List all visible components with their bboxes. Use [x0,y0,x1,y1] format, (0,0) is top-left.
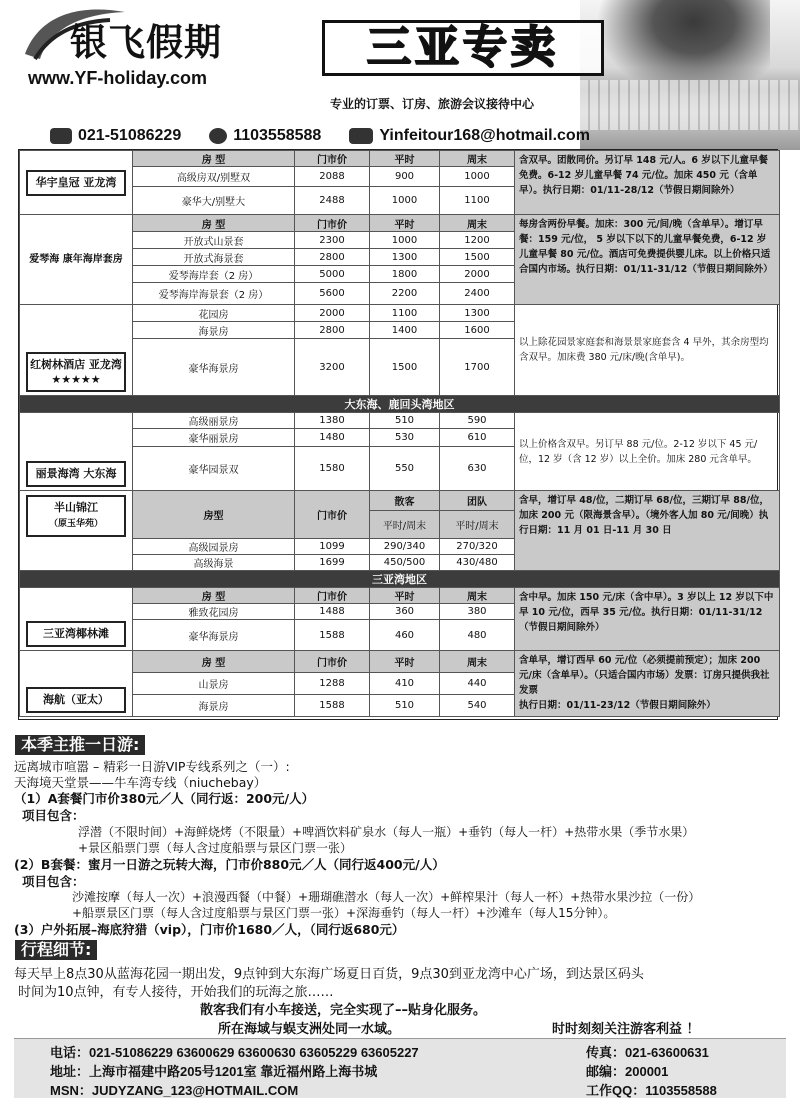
hotel-note: 含双早。团散同价。另订早 148 元/人。6 岁以下儿童早餐免费。6-12 岁儿童早餐 74 元/位。加床 450 元（含单早）。执行日期：01/11-28/12（节假日期间除外） [515,151,780,215]
weekday-price: 1100 [370,305,440,322]
fit-price: 450/500 [370,555,440,571]
group-price: 430/480 [440,555,515,571]
weekend-price: 480 [440,620,515,651]
weekend-price: 1600 [440,322,515,339]
hotel-note: 以上除花园景家庭套和海景景家庭套含 4 早外，其余房型均含双早。加床费 380 元/床/晚(含单早)。 [515,305,780,396]
hotel-name-cell [20,413,133,491]
region-row [20,396,780,413]
weekday-price: 1300 [370,249,440,266]
room-type: 海景房 [133,322,295,339]
weekday-price: 550 [370,447,440,491]
room-type: 山景房 [133,673,295,695]
col-room: 房 型 [133,151,295,167]
itinerary-line-4: 所在海域与蜈支洲处同一水域。 [218,1022,401,1037]
col-room: 房型 [133,491,295,539]
weekday-price: 510 [370,695,440,717]
tour-items-a-2: +景区船票门票（每人含过度船票与景区门票一张） [78,841,353,855]
col-weekday: 平时 [370,215,440,232]
rack-price: 1588 [295,695,370,717]
weekend-price: 540 [440,695,515,717]
hotel-note: 含中早。加床 150 元/床（含中早）。3 岁以上 12 岁以下中早 10 元/位，西早 35 元/位。执行日期：01/11-31/12（节假日期间除外） [515,588,780,651]
col-weekend: 周末 [440,651,515,673]
room-type: 高级丽景房 [133,413,295,429]
weekend-price: 610 [440,429,515,447]
weekend-price: 380 [440,604,515,620]
weekend-price: 1500 [440,249,515,266]
table-row [20,413,780,429]
footer-zip: 邮编：200001 [586,1064,669,1079]
col-rack: 门市价 [295,651,370,673]
table-header-row [20,588,780,604]
weekday-price: 1800 [370,266,440,283]
table-header-row [20,151,780,167]
tour-package-a: （1）A套餐门市价380元／人（同行返：200元/人） [14,791,315,806]
col-sub: 平时/周末 [370,511,440,539]
room-type: 豪华海景房 [133,620,295,651]
col-rack: 门市价 [295,215,370,232]
tour-title: 本季主推一日游: [15,735,145,755]
table-header-row [20,651,780,673]
weekend-price: 1300 [440,305,515,322]
rack-price: 1380 [295,413,370,429]
weekend-price: 440 [440,673,515,695]
col-fit: 散客 [370,491,440,511]
room-type: 豪华园景双 [133,447,295,491]
weekday-price: 1000 [370,187,440,215]
hotel-name-cell [20,215,133,305]
room-type: 高级海景 [133,555,295,571]
col-weekday: 平时 [370,651,440,673]
tour-line-1: 远离城市喧嚣 – 精彩一日游VIP专线系列之（一）: [14,759,290,774]
col-group: 团队 [440,491,515,511]
weekday-price: 1000 [370,232,440,249]
weekend-price: 1100 [440,187,515,215]
room-type: 爱琴海岸海景套（2 房） [133,283,295,305]
rack-price: 3200 [295,339,370,396]
col-rack: 门市价 [295,588,370,604]
rack-price: 2000 [295,305,370,322]
rack-price: 1099 [295,539,370,555]
weekday-price: 510 [370,413,440,429]
weekend-price: 1700 [440,339,515,396]
col-sub: 平时/周末 [440,511,515,539]
hotel-name: 半山锦江 [54,501,98,514]
rack-price: 1588 [295,620,370,651]
col-room: 房 型 [133,215,295,232]
room-type: 高级园景房 [133,539,295,555]
hotel-note: 含单早，增订西早 60 元/位（必须提前预定）；加床 200 元/床（含单早）。（只适合国内市场）发票：订房只提供我社发票 执行日期：01/11-23/12（节假日期间除外） [515,651,780,717]
rack-price: 1580 [295,447,370,491]
room-type: 海景房 [133,695,295,717]
hotel-name: 华宇皇冠 亚龙湾 [26,170,126,196]
tour-items-b-1: 沙滩按摩（每人一次）+浪漫西餐（中餐）+珊瑚礁潜水（每人一次）+鲜榨果汁（每人一杯）+热带水果沙拉（一份） [72,890,701,904]
footer-address: 地址：上海市福建中路205号1201室 靠近福州路上海书城 [50,1064,378,1079]
logo-text: 银飞假期 [70,22,222,63]
banner-title: 三亚专卖 [322,20,604,76]
weekday-price: 360 [370,604,440,620]
weekend-price: 1200 [440,232,515,249]
rack-price: 2488 [295,187,370,215]
rack-price: 1488 [295,604,370,620]
weekend-price: 1000 [440,167,515,187]
rack-price: 1288 [295,673,370,695]
room-type: 豪华丽景房 [133,429,295,447]
room-type: 豪华海景房 [133,339,295,396]
col-room: 房 型 [133,588,295,604]
hotel-name-cell [20,151,133,215]
rack-price: 2800 [295,322,370,339]
contact-row [50,127,608,145]
rack-price: 1699 [295,555,370,571]
rack-price: 5600 [295,283,370,305]
weekday-price: 1400 [370,322,440,339]
header-qq: 1103558588 [233,127,322,144]
itinerary-line-1: 每天早上8点30从蓝海花园一期出发，9点钟到大东海广场夏日百货，9点30到亚龙湾中心广场，到达景区码头 [14,967,644,982]
qq-icon [209,128,227,144]
col-weekend: 周末 [440,215,515,232]
weekday-price: 530 [370,429,440,447]
tagline: 专业的订票、订房、旅游会议接待中心 [330,97,535,111]
hotel-name: 丽景海湾 大东海 [26,461,126,487]
rack-price: 2800 [295,249,370,266]
hotel-note: 每房含两份早餐。加床：300 元/间/晚（含单早）。增订早餐：159 元/位， 5 岁以下以下的儿童早餐免费，6-12 岁儿童早餐 80 元/位。酒店可免费提供婴儿床。以上价格只适合国内市场。执行日期：01/11-31/12（节假日期间除外） [515,215,780,305]
hotel-note: 以上价格含双早。另订早 88 元/位。2-12 岁以下 45 元/位，12 岁（含 12 岁）以上全价。加床 280 元含单早。 [515,413,780,491]
rack-price: 2300 [295,232,370,249]
table-header-row [20,215,780,232]
tour-package-b: (2）B套餐：蜜月一日游之玩转大海，门市价880元／人（同行返400元/人） [14,857,445,872]
region-label: 大东海、鹿回头湾地区 [20,396,780,413]
region-label: 三亚湾地区 [20,571,780,588]
tour-items-b-2: +船票景区门票（每人含过度船票与景区门票一张）+深海垂钓（每人一杆）+沙滩车（每人15分钟）。 [72,906,616,920]
hotel-note: 含早，增订早 48/位，二期订早 68/位，三期订早 88/位，加床 200 元（限海景含早）。（境外客人加 80 元/间晚）执行日期：11 月 01 日-11 月 30 日 [515,491,780,571]
fit-price: 290/340 [370,539,440,555]
col-weekend: 周末 [440,151,515,167]
itinerary-line-2: 时间为10点钟，有专人接待，开始我们的玩海之旅…… [18,985,334,1000]
col-weekend: 周末 [440,588,515,604]
hotel-subname: （原玉华苑） [48,519,103,529]
room-type: 高级房双/别墅双 [133,167,295,187]
tour-line-2: 天海境天堂景——牛车湾专线（niuchebay） [14,775,267,790]
footer-qq: 工作QQ：1103558588 [586,1083,717,1098]
room-type: 花园房 [133,305,295,322]
room-type: 豪华大/别墅大 [133,187,295,215]
room-type: 雅致花园房 [133,604,295,620]
weekday-price: 1500 [370,339,440,396]
rack-price: 5000 [295,266,370,283]
footer-msn[interactable]: MSN：JUDYZANG_123@HOTMAIL.COM [50,1083,299,1098]
weekend-price: 2000 [440,266,515,283]
room-type: 爱琴海岸套（2 房） [133,266,295,283]
msn-icon [349,128,373,144]
col-rack: 门市价 [295,151,370,167]
logo-url[interactable]: www.YF-holiday.com [28,68,208,88]
rack-price: 2088 [295,167,370,187]
hotel-name: 海航（亚太） [26,687,126,713]
hotel-name: 红树林酒店 亚龙湾 ★★★★★ [26,352,126,392]
tour-package-c: (3）户外拓展–海底狩猎（vip），门市价1680／人，（同行返680元） [14,922,405,937]
header-msn: Yinfeitour168@hotmail.com [379,127,590,144]
weekend-price: 2400 [440,283,515,305]
hotel-name-cell [20,305,133,396]
header [0,0,800,150]
hotel-name: 三亚湾椰林滩 [26,621,126,647]
weekday-price: 460 [370,620,440,651]
table-header-row [20,491,780,511]
col-weekday: 平时 [370,588,440,604]
room-type: 开放式海景套 [133,249,295,266]
tour-includes-a: 项目包含： [22,808,85,823]
weekday-price: 900 [370,167,440,187]
header-phone: 021-51086229 [78,127,182,144]
weekday-price: 2200 [370,283,440,305]
footer-fax: 传真：021-63600631 [586,1045,709,1060]
table-row [20,305,780,322]
tour-includes-b: 项目包含： [22,874,85,889]
price-table [18,149,778,720]
group-price: 270/320 [440,539,515,555]
resort-image [580,80,800,130]
itinerary-title: 行程细节: [15,940,97,960]
itinerary-slogan: 时时刻刻关注游客利益 ！ [552,1022,700,1037]
hotel-name-cell [20,651,133,717]
col-rack: 门市价 [295,491,370,539]
weekday-price: 410 [370,673,440,695]
footer-tel: 电话：021-51086229 63600629 63600630 63605229 63605227 [50,1045,419,1060]
col-weekday: 平时 [370,151,440,167]
phone-icon [50,128,72,144]
weekend-price: 590 [440,413,515,429]
col-room: 房 型 [133,651,295,673]
itinerary-line-3: 散客我们有小车接送，完全实现了––贴身化服务。 [200,1003,487,1018]
hotel-name: 爱琴海 康年海岸套房 [29,253,123,265]
rack-price: 1480 [295,429,370,447]
room-type: 开放式山景套 [133,232,295,249]
hotel-name-cell [20,588,133,651]
tour-items-a-1: 浮潜（不限时间）+海鲜烧烤（不限量）+啤酒饮料矿泉水（每人一瓶）+垂钓（每人一杆）+热带水果（季节水果） [78,825,695,839]
region-row [20,571,780,588]
hotel-name-cell [20,491,133,571]
weekend-price: 630 [440,447,515,491]
footer [14,1038,786,1098]
